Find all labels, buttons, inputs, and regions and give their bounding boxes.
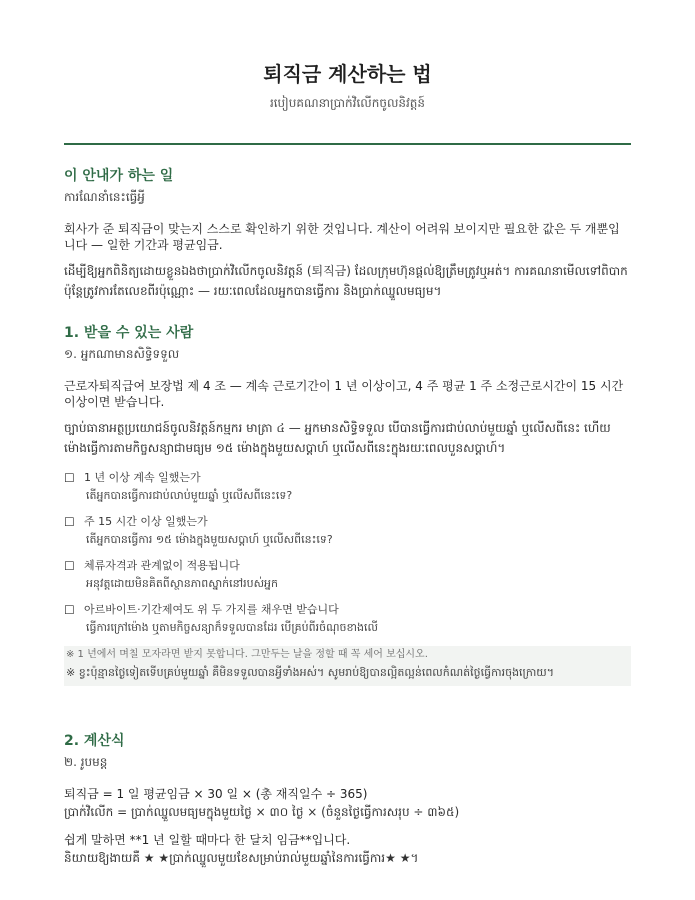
checklist-item-km: ធ្វើការក្រៅម៉ោង ឬតាមកិច្ចសន្យាក៏ទទួលបានដែរ បើគ្រប់ពីរចំណុចខាងលើ (86, 621, 378, 634)
checkbox-icon: ☐ (64, 515, 75, 529)
eligibility-section (64, 322, 631, 686)
checklist-item (64, 602, 631, 638)
checklist-item-km: អនុវត្តដោយមិនគិតពីស្ថានភាពស្នាក់នៅរបស់អ្នក (86, 577, 279, 590)
formula-heading: 2. 계산식 (64, 733, 125, 749)
eligibility-heading: 1. 받을 수 있는 사람 (64, 325, 194, 341)
intro-subheading: ការណែនាំនេះធ្វើអ្វី (64, 190, 145, 204)
checklist-item-ko: 1 년 이상 계속 일했는가 (84, 471, 201, 484)
checkbox-icon: ☐ (64, 559, 75, 573)
page-title: 퇴직금 계산하는 법 (263, 62, 432, 86)
eligibility-paragraph-km: ច្បាប់ធានាអត្ថប្រយោជន៍ចូលនិវត្តន៍កម្មករ មាត្រា ៤ — អ្នកមានសិទ្ធិទទួល បើបានធ្វើការជាប់លាប់មួយឆ្នាំ ឬលើសពីនេះ ហើយម៉ោងធ្វើការតាមកិច្ចសន្យាជាមធ្យម ១៥ ម៉ោងក្នុងមួយសប្តាហ៍ ឬលើសពីនេះក្នុងរយៈពេលបួនសប្តាហ៍។ (64, 421, 611, 455)
formula-section (64, 730, 631, 868)
eligibility-note (64, 646, 631, 686)
page-subtitle: របៀបគណនាប្រាក់វិលើកចូលនិវត្តន៍ (269, 96, 426, 110)
checklist-item (64, 514, 631, 550)
formula-subheading: ២. រូបមន្ត (64, 755, 108, 769)
formula-summary-km: និយាយឱ្យងាយគឺ ★ ★ប្រាក់ឈ្នួលមួយខែសម្រាប់រាល់មួយឆ្នាំនៃការធ្វើការ★ ★។ (64, 851, 419, 865)
intro-section (64, 165, 631, 301)
checklist-item-km: តើអ្នកបានធ្វើការ ១៥ ម៉ោងក្នុងមួយសប្តាហ៍ ឬលើសពីនេះទេ? (86, 533, 333, 546)
checklist-item-ko: 체류자격과 관계없이 적용됩니다 (84, 559, 240, 572)
eligibility-note-ko: ※ 1 년에서 며칠 모자라면 받지 못합니다. 그만두는 날을 정할 때 꼭 세어 보십시오. (66, 649, 428, 660)
formula-ko: 퇴직금 = 1 일 평균임금 × 30 일 × (총 재직일수 ÷ 365) (64, 787, 368, 801)
eligibility-checklist (64, 470, 631, 638)
intro-paragraph-ko: 회사가 준 퇴직금이 맞는지 스스로 확인하기 위한 것입니다. 계산이 어려워 보이지만 필요한 값은 두 개뿐입니다 — 일한 기간과 평균임금. (64, 222, 620, 252)
checklist-item-ko: 아르바이트·기간제여도 위 두 가지를 채우면 받습니다 (84, 603, 339, 616)
checklist-item (64, 470, 631, 506)
title-divider (64, 143, 631, 145)
checklist-item-km: តើអ្នកបានធ្វើការជាប់លាប់មួយឆ្នាំ ឬលើសពីនេះទេ? (86, 489, 293, 502)
checklist-item-ko: 주 15 시간 이상 일했는가 (84, 515, 208, 528)
checkbox-icon: ☐ (64, 603, 75, 617)
checkbox-icon: ☐ (64, 471, 75, 485)
intro-heading: 이 안내가 하는 일 (64, 168, 174, 184)
eligibility-paragraph-ko: 근로자퇴직급여 보장법 제 4 조 — 계속 근로기간이 1 년 이상이고, 4 주 평균 1 주 소정근로시간이 15 시간 이상이면 받습니다. (64, 379, 624, 409)
intro-paragraph-km: ដើម្បីឱ្យអ្នកពិនិត្យដោយខ្លួនឯងថាប្រាក់វិលើកចូលនិវត្តន៍ (퇴직금) ដែលក្រុមហ៊ុនផ្តល់ឱ្យត្រឹមត្រូវឬអត់។ ការគណនាមើលទៅពិបាក ប៉ុន្តែត្រូវការតែលេខពីរប៉ុណ្ណោះ — រយៈពេលដែលអ្នកបានធ្វើការ និងប្រាក់ឈ្នួលមធ្យម។ (64, 264, 628, 298)
formula-km: ប្រាក់វិលើក = ប្រាក់ឈ្នួលមធ្យមក្នុងមួយថ្ងៃ × ៣០ ថ្ងៃ × (ចំនួនថ្ងៃធ្វើការសរុប ÷ ៣៦៥) (64, 805, 460, 819)
checklist-item (64, 558, 631, 594)
eligibility-note-km: ※ ខ្វះប៉ុន្មានថ្ងៃទៀតទើបគ្រប់មួយឆ្នាំ គឺមិនទទួលបានអ្វីទាំងអស់។ សូមរាប់ឱ្យបានល្អិតល្អន់ពេលកំណត់ថ្ងៃធ្វើការចុងក្រោយ។ (66, 666, 555, 679)
eligibility-subheading: ១. អ្នកណាមានសិទ្ធិទទួល (64, 347, 180, 361)
formula-summary-ko: 쉽게 말하면 **1 년 일할 때마다 한 달치 임금**입니다. (64, 833, 351, 847)
